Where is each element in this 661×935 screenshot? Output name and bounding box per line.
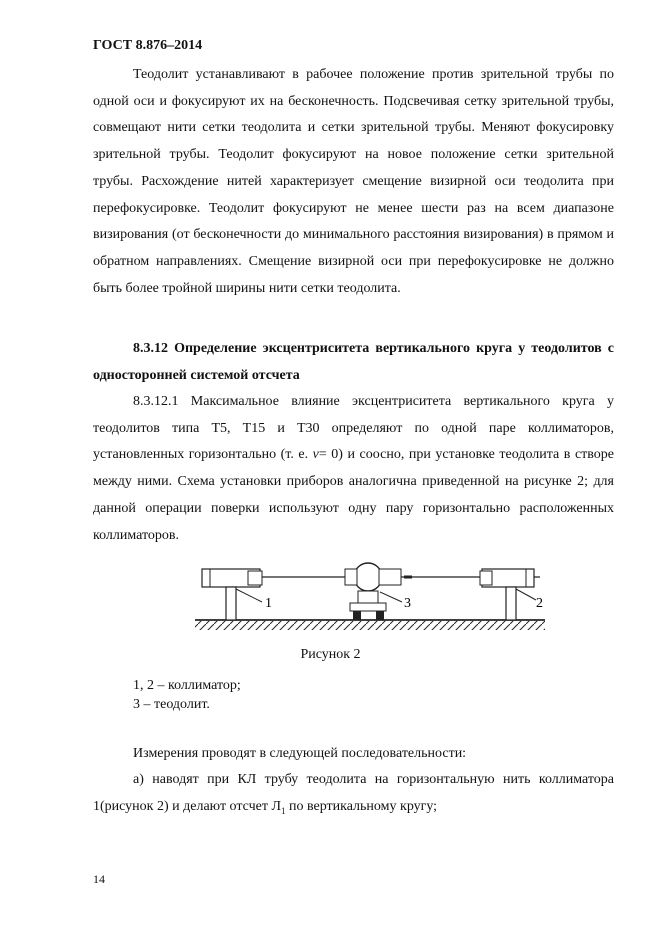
paragraph-eccentricity	[93, 389, 614, 549]
measurement-step-a	[93, 767, 614, 824]
step-a-part1: а) наводят при КЛ трубу теодолита на горизонтальную нить коллиматора 1(рисунок 2) и делают отсчет Л	[93, 772, 614, 814]
paragraph-text: Теодолит устанавливают в рабочее положение против зрительной трубы по одной оси и фокусируют их на бесконечность. Подсвечивая сетку зрительной трубы, совмещают нити сетки теодолита и сетки зрительной трубы. Меняют фокусировку зрительной трубы. Теодолит фокусируют на новое положение сетки зрительной трубы. Расхождение нитей характеризует смещение визирной оси теодолита при перефокусировке. Теодолит фокусируют не менее шести раз на всем диапазоне визирования (от бесконечности до минимального расстояния визирования) в прямом и обратном направлениях. Смещение визирной оси при перефокусировке не должно быть более тройной ширины нити сетки теодолита.	[93, 67, 614, 296]
paragraph-part2: = 0) и соосно, при установке теодолита в створе между ними. Схема установки приборов аналогична приведенной на рисунке 2; для данной операции поверки используют одну пару горизонтально расположенных коллиматоров.	[93, 447, 615, 543]
measurements-intro-text: Измерения проводят в следующей последовательности:	[133, 746, 467, 761]
document-header: ГОСТ 8.876–2014	[93, 38, 203, 53]
measurements-intro	[93, 740, 614, 767]
legend-item-collimator: 1, 2 – коллиматор;	[133, 678, 241, 693]
figure-2-diagram	[190, 560, 550, 640]
step-a-part2: по вертикальному кругу;	[285, 798, 438, 814]
collimator-1	[202, 569, 262, 620]
section-heading	[93, 335, 614, 389]
paragraph-part1: 8.3.12.1 Максимальное влияние эксцентриситета вертикального круга у теодолитов типа Т5, Т15 и Т30 определяют по одной паре коллиматоров, установленных горизонтально (т. е.	[93, 394, 614, 463]
figure-caption: Рисунок 2	[300, 647, 361, 662]
theodolite-3	[345, 563, 412, 620]
figure-label-1: 1	[265, 596, 272, 611]
nu-symbol: ν	[312, 447, 319, 463]
paragraph-theodolite-setup	[93, 62, 614, 302]
figure-label-3: 3	[404, 596, 411, 611]
legend-item-theodolite: 3 – теодолит.	[133, 697, 210, 712]
figure-label-2: 2	[536, 596, 543, 611]
section-heading-text: 8.3.12 Определение эксцентриситета вертикального круга у теодолитов с односторонней системой отсчета	[93, 341, 614, 383]
step-a-subscript: 1	[280, 805, 286, 816]
page-number: 14	[93, 872, 105, 886]
